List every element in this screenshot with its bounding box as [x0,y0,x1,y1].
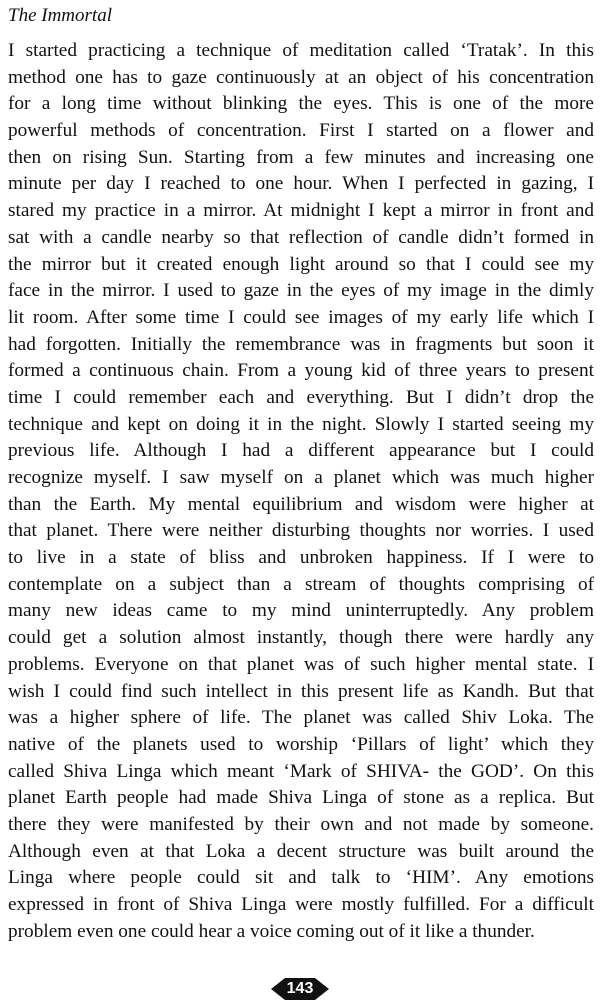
text-line: sat with a candle nearby so that reflection of candle didn’t formed in [8,226,594,248]
text-line: minute per day I reached to one hour. When I perfected in gazing, I [8,173,594,195]
text-line: for a long time without blinking the eyes. This is one of the more [8,93,594,115]
text-line: the mirror but it created enough light around so that I could see my [8,253,594,275]
text-line: formed a continuous chain. From a young kid of three years to present [8,360,594,382]
text-line: that planet. There were neither disturbing thoughts nor worries. I used [8,520,594,542]
running-head: The Immortal [8,5,112,26]
text-line: could get a solution almost instantly, though there were hardly any [8,627,594,649]
text-line: previous life. Although I had a different appearance but I could [8,440,594,462]
text-line: had forgotten. Initially the remembrance was in fragments but soon it [8,333,594,355]
text-line: method one has to gaze continuously at an object of his concentration [8,66,594,88]
text-line: contemplate on a subject than a stream of thoughts comprising of [8,573,594,595]
page-number: 143 [286,980,314,997]
text-line: was a higher sphere of life. The planet was called Shiv Loka. The [8,707,594,729]
page-number-badge [271,978,329,1000]
text-line: then on rising Sun. Starting from a few minutes and increasing one [8,146,594,168]
text-line: recognize myself. I saw myself on a planet which was much higher [8,467,594,488]
text-line: lit room. After some time I could see images of my early life which I [8,306,594,328]
text-line: face in the mirror. I used to gaze in the eyes of my image in the dimly [8,280,594,302]
text-line: to live in a state of bliss and unbroken happiness. If I were to [8,547,594,569]
text-line: technique and kept on doing it in the night. Slowly I started seeing my [8,413,594,435]
text-line: planet Earth people had made Shiva Linga of stone as a replica. But [8,787,594,809]
text-line: stared my practice in a mirror. At midnight I kept a mirror in front and [8,200,594,222]
text-line: problems. Everyone on that planet was of such higher mental state. I [8,653,594,675]
text-line: there they were manifested by their own and not made by someone. [8,813,594,835]
text-line: wish I could find such intellect in this present life as Kandh. But that [8,680,594,702]
text-line: called Shiva Linga which meant ‘Mark of SHIVA- the GOD’. On this [8,760,594,782]
text-line: native of the planets used to worship ‘Pillars of light’ which they [8,733,594,755]
body-text [8,38,594,945]
text-line: than the Earth. My mental equilibrium and wisdom were higher at [8,493,594,515]
text-line: many new ideas came to my mind uninterruptedly. Any problem [8,600,594,622]
text-line: time I could remember each and everything. But I didn’t drop the [8,386,594,408]
text-line: powerful methods of concentration. First I started on a flower and [8,120,594,142]
text-line: Linga where people could sit and talk to ‘HIM’. Any emotions [8,867,594,889]
text-line: expressed in front of Shiva Linga were mostly fulfilled. For a difficult [8,894,594,915]
text-line: Although even at that Loka a decent structure was built around the [8,840,594,862]
text-line: problem even one could hear a voice coming out of it like a thunder. [8,920,535,942]
text-line: I started practicing a technique of meditation called ‘Tratak’. In this [8,40,594,61]
